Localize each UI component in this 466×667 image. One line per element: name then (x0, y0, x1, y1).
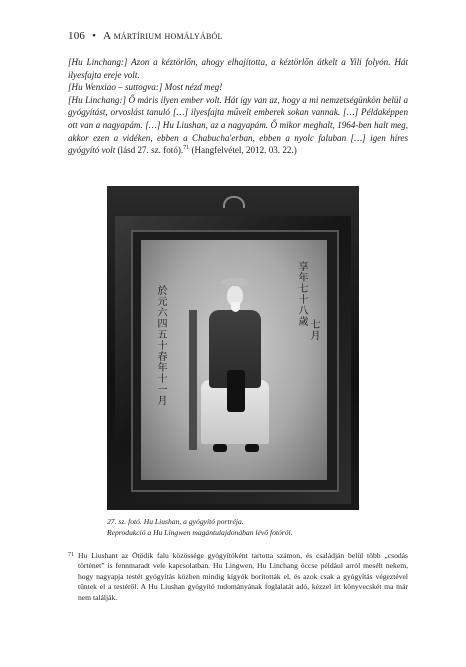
figure-apron (227, 370, 245, 412)
footnote-mark: 71 (183, 145, 190, 152)
footnote (68, 551, 408, 603)
caption-line-2: Reprodukció a Hu Lingwen magántulajdonában lévő fotóról. (107, 528, 293, 537)
calligraphy-right-lower: 七月 (310, 320, 321, 342)
figure-beard (231, 302, 240, 312)
chair-post (189, 310, 197, 450)
interview-quote (68, 56, 408, 157)
calligraphy-left: 於元六四五十春年十一月 (157, 286, 168, 407)
picture-frame (115, 216, 351, 504)
header-separator: • (92, 30, 97, 42)
page-number: 106 (68, 30, 86, 42)
calligraphy-right: 享年七十八歲 (298, 262, 309, 328)
photo-reference: (lásd 27. sz. fotó). (115, 145, 184, 156)
figure-left-foot (213, 444, 227, 452)
hanging-hook (223, 196, 245, 208)
photo-caption (107, 516, 367, 538)
caption-line-1: 27. sz. fotó. Hu Liushan, a gyógyító portréja. (107, 517, 244, 526)
figure-right-foot (245, 444, 259, 452)
quote-line-3-text: [Hu Linchang:] Ő máris ilyen ember volt. Hát így van az, hogy a mi nemzetségünkön belül a gyógyítást, orvoslást tanuló […] ilyesfajta művelt emberek sokan vannak. […] Példaképpen ott van a nagyapám. […] Hu Liushan, az a nagyapám. Ő mikor meghalt, 1964-ben halt meg, akkor ezen a vidéken, ebben a Chabucha'erban, ebben a nyolc faluban […] igen híres gyógyító volt (68, 94, 408, 156)
footnote-text: Hu Liushant az Ötödik falu közössége gyógyítóként tartotta számon, és családján belül több „csodás történet” is fennmaradt vele kapcsolatban. Hu Lingwen, Hu Linchang öccse például arról mesélt nekem, hogy nagyapja testét gyógyítás közben mindig kígyók borították el, és azok csak a gyógyítás végeztével tűntek el a testéről. A Hu Liushan gyógyító tudományának foglalatát adó, kézzel írt könyvecskét ma már nem találják. (78, 551, 408, 602)
portrait-photo (107, 186, 359, 510)
portrait-print (141, 240, 327, 480)
quote-line-3 (68, 94, 408, 157)
footnote-number: 71 (68, 552, 74, 558)
running-title: A mártírium homályából (103, 30, 223, 42)
quote-line-1: [Hu Linchang:] Azon a kéztörlőn, ahogy elhajította, a kéztörlőn átkelt a Yili folyón. Hát ilyesfajta ereje volt. (68, 57, 408, 80)
recording-reference: (Hangfelvétel, 2012. 03. 22.) (189, 145, 297, 156)
running-header (68, 30, 408, 42)
frame-inner (131, 230, 339, 492)
quote-line-2: [Hu Wenxiao – suttogva:] Most nézd meg! (68, 82, 223, 93)
